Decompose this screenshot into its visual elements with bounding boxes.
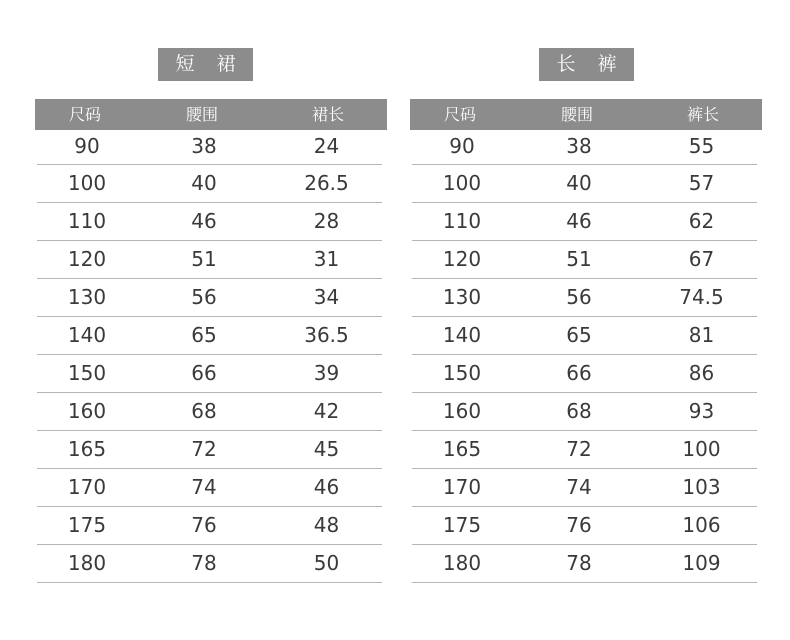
waist-cell: 68 [191, 399, 217, 423]
header-waist: 腰围 [560, 105, 593, 124]
waist-cell: 66 [191, 361, 217, 385]
pants-table-header [410, 99, 762, 130]
length-cell: 86 [688, 361, 715, 385]
size-cell: 175 [67, 513, 107, 537]
waist-cell: 56 [191, 285, 217, 309]
waist-cell: 78 [191, 551, 217, 575]
length-cell: 109 [682, 551, 721, 575]
size-cell: 180 [67, 551, 107, 575]
length-cell: 24 [313, 134, 340, 158]
waist-cell: 65 [191, 323, 217, 347]
waist-cell: 74 [191, 475, 217, 499]
skirt-table-header [35, 99, 387, 130]
length-cell: 67 [688, 247, 715, 271]
table-row [37, 431, 382, 469]
size-cell: 110 [442, 209, 482, 233]
table-row [37, 203, 382, 241]
table-row [412, 393, 757, 431]
table-row [37, 355, 382, 393]
size-cell: 150 [442, 361, 482, 385]
table-row [412, 203, 757, 241]
skirt-table-title: 短 裙 [158, 48, 253, 81]
table-row [37, 165, 382, 203]
table-row [37, 279, 382, 317]
length-cell: 103 [682, 475, 721, 499]
table-row [37, 507, 382, 545]
size-cell: 100 [67, 171, 107, 195]
size-cell: 120 [442, 247, 482, 271]
waist-cell: 51 [191, 247, 217, 271]
table-row [412, 165, 757, 203]
table-row [37, 241, 382, 279]
table-row [412, 431, 757, 469]
table-row [412, 545, 757, 583]
length-cell: 48 [313, 513, 340, 537]
waist-cell: 72 [191, 437, 217, 461]
waist-cell: 46 [191, 209, 217, 233]
skirt-table-body [37, 130, 382, 583]
length-cell: 26.5 [304, 171, 349, 195]
size-cell: 160 [442, 399, 482, 423]
pants-table-body [412, 130, 757, 583]
header-pants-length: 裤长 [686, 105, 719, 124]
header-size: 尺码 [443, 105, 476, 124]
length-cell: 93 [688, 399, 715, 423]
waist-cell: 74 [566, 475, 592, 499]
waist-cell: 66 [566, 361, 592, 385]
table-row [412, 241, 757, 279]
length-cell: 42 [313, 399, 340, 423]
table-row [37, 545, 382, 583]
size-cell: 165 [67, 437, 107, 461]
length-cell: 62 [688, 209, 715, 233]
length-cell: 55 [688, 134, 715, 158]
length-cell: 81 [688, 323, 715, 347]
waist-cell: 78 [566, 551, 592, 575]
size-cell: 130 [442, 285, 482, 309]
waist-cell: 68 [566, 399, 592, 423]
size-cell: 90 [74, 134, 100, 158]
size-cell: 100 [442, 171, 482, 195]
table-row [37, 469, 382, 507]
size-cell: 140 [442, 323, 482, 347]
table-row [412, 279, 757, 317]
table-row [37, 393, 382, 431]
header-size: 尺码 [68, 105, 101, 124]
length-cell: 106 [682, 513, 721, 537]
waist-cell: 76 [566, 513, 592, 537]
waist-cell: 56 [566, 285, 592, 309]
table-row [412, 355, 757, 393]
waist-cell: 65 [566, 323, 592, 347]
table-row [412, 317, 757, 355]
waist-cell: 76 [191, 513, 217, 537]
length-cell: 36.5 [304, 323, 349, 347]
waist-cell: 72 [566, 437, 592, 461]
waist-cell: 40 [191, 171, 217, 195]
length-cell: 28 [313, 209, 340, 233]
length-cell: 39 [313, 361, 340, 385]
table-row [412, 130, 757, 165]
length-cell: 45 [313, 437, 340, 461]
size-cell: 140 [67, 323, 107, 347]
length-cell: 46 [313, 475, 340, 499]
size-cell: 110 [67, 209, 107, 233]
length-cell: 74.5 [679, 285, 724, 309]
size-cell: 165 [442, 437, 482, 461]
table-row [412, 469, 757, 507]
pants-table-title: 长 裤 [539, 48, 634, 81]
size-cell: 160 [67, 399, 107, 423]
size-cell: 170 [67, 475, 107, 499]
length-cell: 50 [313, 551, 340, 575]
length-cell: 100 [682, 437, 721, 461]
table-row [37, 130, 382, 165]
size-cell: 150 [67, 361, 107, 385]
waist-cell: 51 [566, 247, 592, 271]
size-cell: 90 [449, 134, 475, 158]
waist-cell: 38 [566, 134, 592, 158]
waist-cell: 46 [566, 209, 592, 233]
length-cell: 57 [688, 171, 715, 195]
waist-cell: 38 [191, 134, 217, 158]
header-skirt-length: 裙长 [311, 105, 344, 124]
size-cell: 170 [442, 475, 482, 499]
table-row [412, 507, 757, 545]
length-cell: 34 [313, 285, 340, 309]
size-cell: 180 [442, 551, 482, 575]
length-cell: 31 [313, 247, 340, 271]
waist-cell: 40 [566, 171, 592, 195]
size-cell: 175 [442, 513, 482, 537]
table-row [37, 317, 382, 355]
size-cell: 130 [67, 285, 107, 309]
size-cell: 120 [67, 247, 107, 271]
header-waist: 腰围 [185, 105, 218, 124]
